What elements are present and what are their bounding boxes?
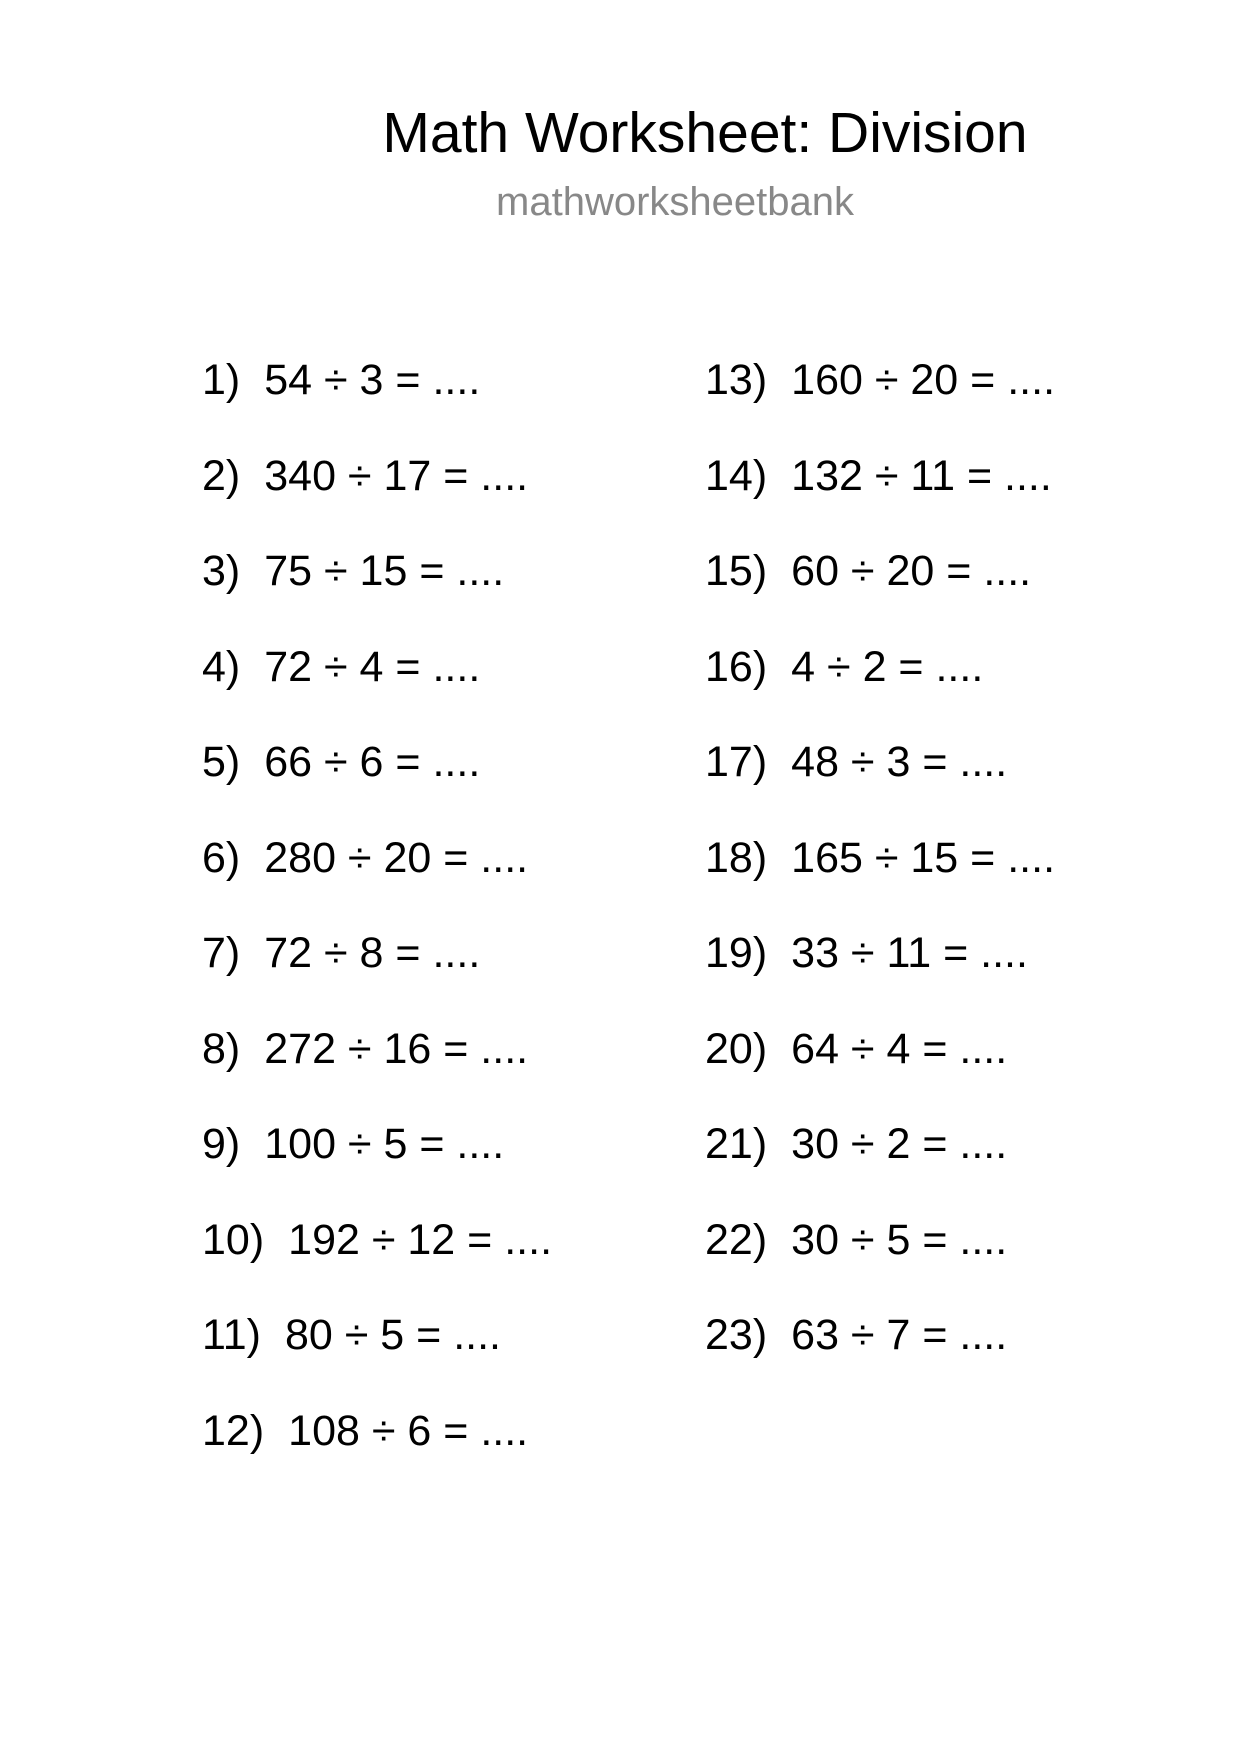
problem-number: 8): [202, 1024, 241, 1073]
problem-expression: 100 ÷ 5 = ....: [264, 1120, 505, 1168]
problem-expression: 72 ÷ 8 = ....: [264, 929, 481, 977]
problem-expression: 63 ÷ 7 = ....: [791, 1311, 1008, 1359]
problem-expression: 165 ÷ 15 = ....: [791, 833, 1056, 882]
problem-number: 14): [705, 451, 768, 500]
problem-item: [202, 1023, 552, 1119]
problem-item: [202, 927, 552, 1023]
problem-item: [202, 1405, 552, 1501]
problem-expression: 64 ÷ 4 = ....: [791, 1024, 1008, 1073]
problem-item: [202, 450, 552, 546]
problem-item: [202, 1309, 552, 1405]
problem-number: 15): [705, 547, 768, 595]
problem-expression: 54 ÷ 3 = ....: [264, 356, 481, 404]
problem-expression: 80 ÷ 5 = ....: [284, 1311, 501, 1359]
problem-item: [202, 1118, 552, 1214]
problem-expression: 30 ÷ 2 = ....: [791, 1120, 1008, 1168]
worksheet-title: Math Worksheet: Division: [382, 101, 1028, 165]
problem-number: 22): [705, 1215, 768, 1264]
problems-column-right: [705, 354, 1055, 1405]
problem-number: 11): [202, 1311, 261, 1359]
problem-item: [705, 354, 1055, 450]
problem-number: 23): [705, 1311, 768, 1359]
problem-expression: 75 ÷ 15 = ....: [264, 547, 505, 595]
worksheet-subtitle: mathworksheetbank: [496, 180, 854, 224]
problem-item: [705, 1023, 1055, 1119]
problem-expression: 4 ÷ 2 = ....: [791, 642, 984, 691]
problem-number: 2): [202, 451, 241, 500]
problem-number: 18): [705, 833, 768, 882]
problem-number: 4): [202, 642, 241, 691]
problem-expression: 160 ÷ 20 = ....: [791, 356, 1056, 404]
problem-item: [202, 832, 552, 928]
problem-item: [705, 832, 1055, 928]
problem-number: 6): [202, 833, 241, 882]
problem-item: [705, 450, 1055, 546]
problem-item: [202, 545, 552, 641]
problem-item: [705, 641, 1055, 737]
problem-number: 19): [705, 929, 768, 977]
problem-item: [705, 1118, 1055, 1214]
problem-item: [705, 1309, 1055, 1405]
problem-item: [705, 1214, 1055, 1310]
problem-item: [705, 927, 1055, 1023]
problem-number: 20): [705, 1024, 768, 1073]
problem-expression: 132 ÷ 11 = ....: [791, 451, 1052, 500]
problem-number: 9): [202, 1120, 241, 1168]
problem-expression: 33 ÷ 11 = ....: [791, 929, 1028, 977]
problem-number: 13): [705, 356, 768, 404]
problem-expression: 72 ÷ 4 = ....: [264, 642, 481, 691]
problem-item: [202, 354, 552, 450]
problem-expression: 272 ÷ 16 = ....: [264, 1024, 529, 1073]
problem-number: 16): [705, 642, 768, 691]
problem-expression: 60 ÷ 20 = ....: [791, 547, 1032, 595]
problem-expression: 66 ÷ 6 = ....: [264, 738, 481, 786]
problem-number: 21): [705, 1120, 768, 1168]
problem-expression: 48 ÷ 3 = ....: [791, 738, 1008, 786]
problem-item: [705, 736, 1055, 832]
problem-item: [202, 1214, 552, 1310]
problem-number: 7): [202, 929, 241, 977]
problem-item: [202, 641, 552, 737]
problem-expression: 280 ÷ 20 = ....: [264, 833, 529, 882]
problems-column-left: [202, 354, 552, 1500]
problem-number: 5): [202, 738, 241, 786]
problem-expression: 340 ÷ 17 = ....: [264, 451, 529, 500]
problem-number: 12): [202, 1406, 265, 1455]
problem-number: 10): [202, 1215, 265, 1264]
problem-number: 17): [705, 738, 768, 786]
problem-item: [705, 545, 1055, 641]
problem-expression: 30 ÷ 5 = ....: [791, 1215, 1008, 1264]
problem-expression: 192 ÷ 12 = ....: [288, 1215, 553, 1264]
problem-number: 1): [202, 356, 241, 404]
problem-item: [202, 736, 552, 832]
problem-expression: 108 ÷ 6 = ....: [288, 1406, 529, 1455]
problem-number: 3): [202, 547, 241, 595]
